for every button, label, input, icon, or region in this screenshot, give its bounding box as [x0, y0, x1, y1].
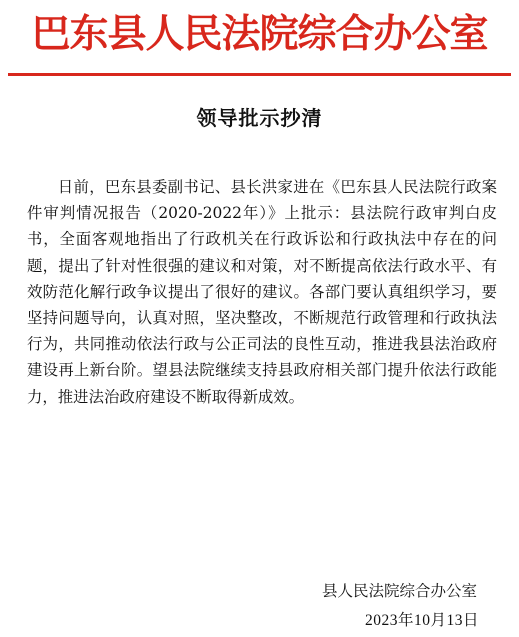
signature-date: 2023年10月13日	[364, 612, 479, 629]
signature-block	[322, 580, 479, 632]
document-title: 领导批示抄清	[196, 106, 323, 130]
signature-organization: 县人民法院综合办公室	[321, 582, 477, 600]
document-body: 日前，巴东县委副书记、县长洪家进在《巴东县人民法院行政案件审判情况报告（2020-2022年）》上批示：县法院行政审判白皮书，全面客观地指出了行政机关在行政诉讼和行政执法中存在的问题，提出了针对性很强的建议和对策，对不断提高依法行政水平、有效防范化解行政争议提出了很好的建议。各部门要认真组织学习，要坚持问题导向，认真对照，坚决整改，不断规范行政管理和行政执法行为，共同推动依法行政与公正司法的良性互动，推进我县法治政府建设再上新台阶。望县法院继续支持县政府相关部门提升依法行政能力，推进法治政府建设不断取得新成效。	[27, 178, 497, 406]
letterhead-title: 巴东县人民法院综合办公室	[31, 11, 488, 57]
letterhead-divider	[8, 73, 511, 76]
